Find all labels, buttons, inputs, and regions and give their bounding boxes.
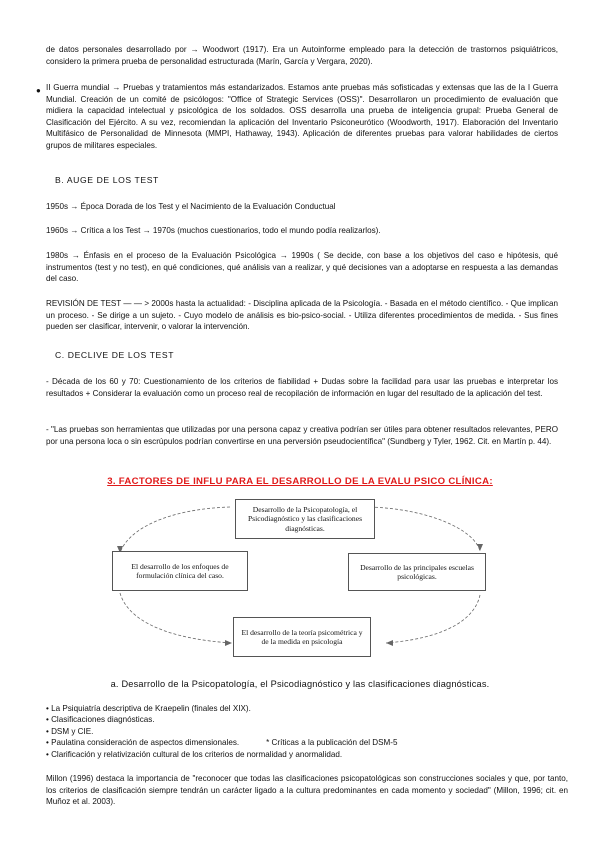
heading-auge: B. AUGE DE LOS TEST (55, 175, 159, 185)
guerra-paragraph: II Guerra mundial → Pruebas y tratamientos más estandarizados. Estamos ante pruebas más sofisticadas y extensas que las de la I Guerra Mundial. Creación de un comité de psicólogos: "Office of Strategic Services (OSS)". Desarrollaron un procedimiento de evaluación que midiera la capacidad intelectual y psicológica de los soldados. OSS desarrolla una prueba de inteligencia grupal: Prueba General de Clasificación del Ejército. A su vez, recomiendan la aplicación del Inventario Psiconeurótico (Woodworth, 1917). Elaboración del Inventario Multifásico de Personalidad de Minnesota (MMPI, Hathaway, 1943). Aplicación de diferentes pruebas para valorar habilidades de ciertos grupos de militares especiales. (46, 83, 558, 150)
diagram-box-escuelas: Desarrollo de las principales escuelas psicológicas. (348, 553, 486, 591)
list-item: • Clarificación y relativización cultural de los criterios de normalidad y anormalidad. (46, 749, 343, 759)
line-1960s: 1960s → Crítica a los Test → 1970s (muchos cuestionarios, todo el mundo podía realizarlos). (46, 226, 381, 235)
paragraph-millon: Millon (1996) destaca la importancia de "reconocer que todas las clasificaciones psicopatológicas son construcciones sociales y que, por tanto, los criterios de clasificación siempre tendrán un carácter ligado a la cultura predominantes en cada momento y sociedad" (Millon, 1996; cit. en Muñoz et al. 2003). (46, 774, 568, 807)
diagram-box-formulacion: El desarrollo de los enfoques de formulación clínica del caso. (112, 551, 248, 591)
paragraph-revision: REVISIÓN DE TEST — — > 2000s hasta la actualidad: - Disciplina aplicada de la Psicología. - Basada en el método científico. - Que implican un proceso. - Se dirige a un sujeto. - Cuyo modelo de análisis es bio-psico-social. - Utiliza diferentes procedimientos de medida. - Sus fines pueden ser clasificar, intervenir, o valorar la intervención. (46, 299, 558, 332)
diagram-box-psicometria: El desarrollo de la teoría psicométrica y de la medida en psicología (233, 617, 371, 657)
subheading-a: a. Desarrollo de la Psicopatología, el Psicodiagnóstico y las clasificaciones diagnósticas. (110, 679, 490, 689)
section3-title: 3. FACTORES DE INFLU PARA EL DESARROLLO DE LA EVALU PSICO CLÍNICA: (107, 476, 493, 487)
line-1950s: 1950s → Época Dorada de los Test y el Nacimiento de la Evaluación Conductual (46, 202, 336, 211)
factors-diagram (108, 493, 492, 665)
bullet-dot: ● (36, 86, 41, 95)
list-item: • La Psiquiatría descriptiva de Kraepelin (finales del XIX). (46, 704, 251, 713)
intro-paragraph: de datos personales desarrollado por → Woodwort (1917). Era un Autoinforme empleado para la detección de trastornos psiquiátricos, considero la primera prueba de personalidad estructurada (Marín, García y Vergara, 2020). (46, 45, 558, 66)
factors-list (46, 703, 566, 760)
diagram-box-psicopatologia: Desarrollo de la Psicopatología, el Psicodiagnóstico y las clasificaciones diagnósticas. (235, 499, 375, 539)
paragraph-quote: - "Las pruebas son herramientas que utilizadas por una persona capaz y creativa podrían ser útiles para obtener resultados relevantes, PERO por una persona loca o sin escrúpulos podrían convertirse en una perversión pseudocientífica" (Sundberg y Tyler, 1962. Cit. en Martín p. 44). (46, 425, 558, 446)
paragraph-decada: - Década de los 60 y 70: Cuestionamiento de los criterios de fiabilidad + Dudas sobre la facilidad para usar las pruebas e interpretar los resultados + Considerar la evaluación como un proceso real de recopilación de información en lugar del resultado de la aplicación del test. (46, 377, 558, 398)
paragraph-1980s: 1980s → Énfasis en el proceso de la Evaluación Psicológica → 1990s ( Se decide, con base a los objetivos del caso e hipótesis, qué instrumentos (test y no test), en qué condiciones, qué análisis van a realizar, y qué decisiones van a adoptarse en respuesta a las demandas del caso. (46, 251, 558, 284)
list-item: • Paulatina consideración de aspectos dimensionales. * Críticas a la publicación del DSM-5 (46, 738, 398, 748)
list-item: • DSM y CIE. (46, 726, 94, 736)
heading-declive: C. DECLIVE DE LOS TEST (55, 350, 175, 360)
list-item: • Clasificaciones diagnósticas. (46, 715, 155, 725)
